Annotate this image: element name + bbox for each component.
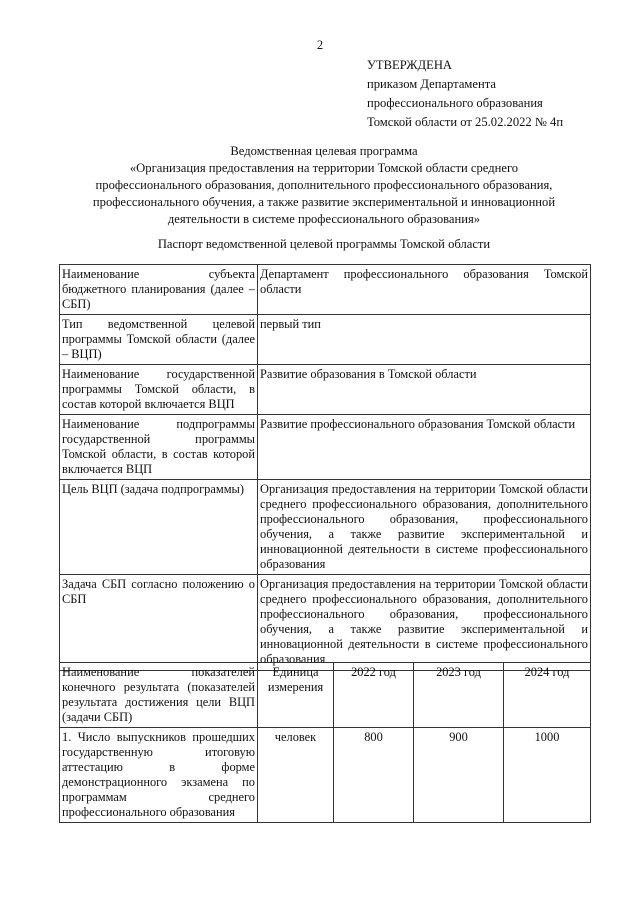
row-value: Департамент профессионального образования Томской области — [258, 265, 591, 315]
passport-table — [59, 264, 591, 671]
indicator-value: 1000 — [504, 728, 591, 823]
row-label: Наименование подпрограммы государственной программы Томской области, в состав которой включается ВЦП — [60, 415, 258, 480]
program-title-line: «Организация предоставления на территории Томской области среднего — [129, 161, 519, 175]
program-title-line: профессионального обучения, а также развитие экспериментальной и инновационной — [92, 195, 556, 209]
row-label: Задача СБП согласно положению о СБП — [60, 575, 258, 671]
table-row — [60, 415, 591, 480]
indicator-value: 900 — [414, 728, 504, 823]
table-row — [60, 575, 591, 671]
row-label: Тип ведомственной целевой программы Томской области (далее – ВЦП) — [60, 315, 258, 365]
approval-line: Томской области от 25.02.2022 № 4п — [367, 115, 564, 129]
approval-line: УТВЕРЖДЕНА — [367, 58, 453, 72]
row-label: Цель ВЦП (задача подпрограммы) — [60, 480, 258, 575]
indicator-value: 800 — [334, 728, 414, 823]
table-row — [60, 265, 591, 315]
table-row — [60, 315, 591, 365]
table-row — [60, 728, 591, 823]
row-label: Наименование государственной программы Томской области, в состав которой включается ВЦП — [60, 365, 258, 415]
indicators-table — [59, 662, 591, 823]
approval-stamp — [367, 56, 627, 132]
year-header: 2023 год — [414, 663, 504, 728]
page-number: 2 — [316, 38, 324, 52]
table-row — [60, 480, 591, 575]
passport-title: Паспорт ведомственной целевой программы Томской области — [157, 237, 491, 251]
program-title-line: Ведомственная целевая программа — [230, 144, 418, 158]
year-header: 2022 год — [334, 663, 414, 728]
row-value: Организация предоставления на территории Томской области среднего профессионального образования, дополнительного профессионального образования, профессионального обучения, а также развитие экспериментальной и инновационной деятельности в системе профессионального образования — [258, 480, 591, 575]
program-title-line: профессионального образования, дополнительного профессионального образования, — [95, 178, 553, 192]
approval-line: профессионального образования — [367, 96, 543, 110]
row-value: Развитие профессионального образования Томской области — [258, 415, 591, 480]
indicator-name-header: Наименование показателей конечного результата (показателей результата достижения цели ВЦП (задачи СБП) — [60, 663, 258, 728]
approval-line: приказом Департамента — [367, 77, 496, 91]
table-row — [60, 365, 591, 415]
row-label: Наименование субъекта бюджетного планирования (далее – СБП) — [60, 265, 258, 315]
program-title-line: деятельности в системе профессионального образования» — [167, 212, 481, 226]
row-value: первый тип — [258, 315, 591, 365]
indicator-name: 1. Число выпускников прошедших государственную итоговую аттестацию в форме демонстрационного экзамена по программам среднего профессионального образования — [60, 728, 258, 823]
program-title — [62, 143, 586, 228]
unit-header: Единица измерения — [258, 663, 334, 728]
indicator-unit: человек — [258, 728, 334, 823]
table-header-row — [60, 663, 591, 728]
row-value: Организация предоставления на территории Томской области среднего профессионального образования, дополнительного профессионального образования, профессионального обучения, а также развитие экспериментальной и инновационной деятельности в системе профессионального образования — [258, 575, 591, 671]
row-value: Развитие образования в Томской области — [258, 365, 591, 415]
year-header: 2024 год — [504, 663, 591, 728]
